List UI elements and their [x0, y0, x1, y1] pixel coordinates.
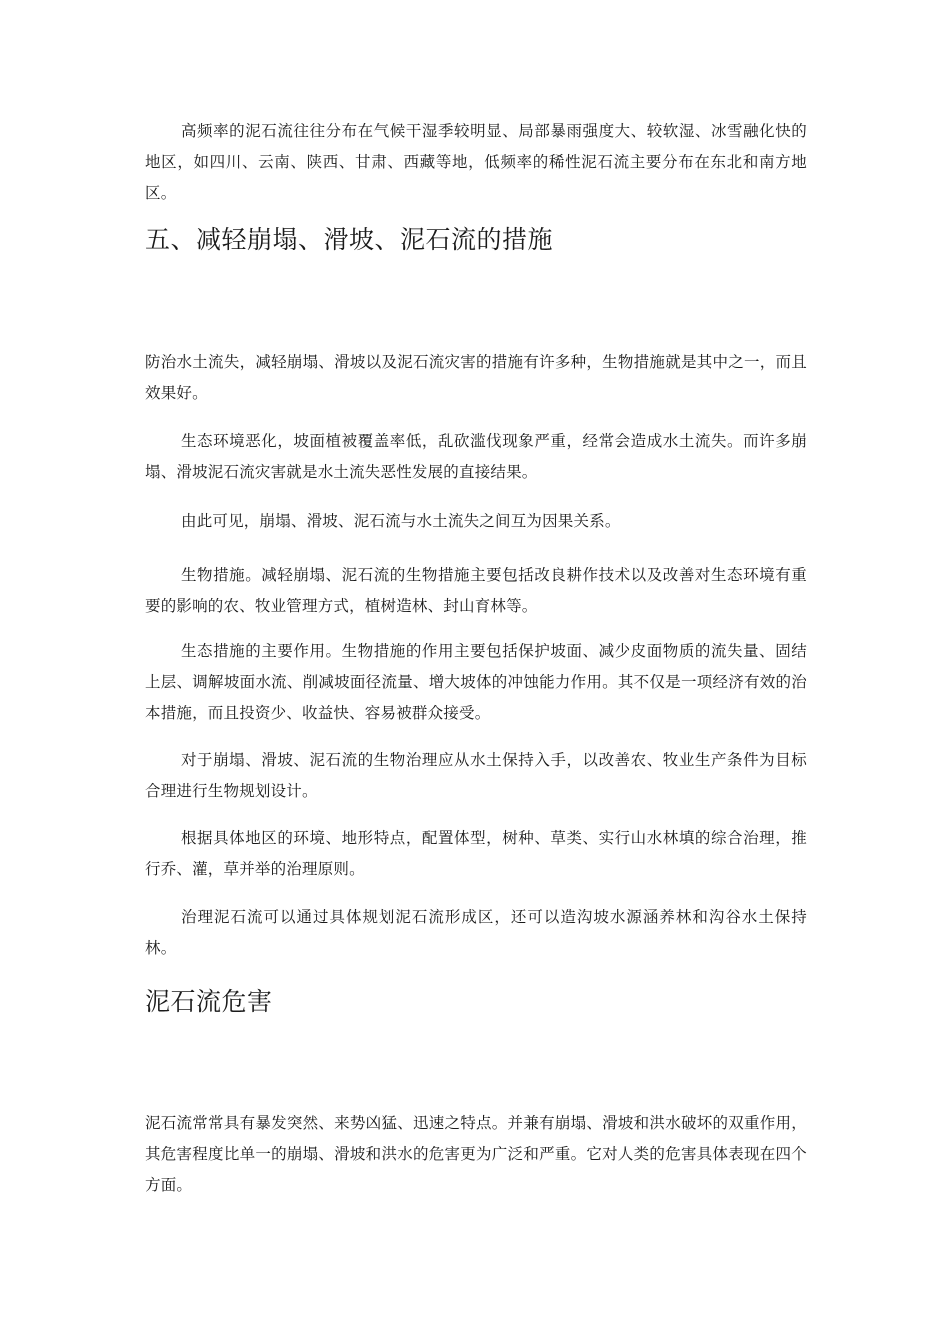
paragraph-6: 对于崩塌、滑坡、泥石流的生物治理应从水土保持入手，以改善农、牧业生产条件为目标合理进行生物规划设计。 [145, 751, 807, 800]
paragraph-9: 泥石流常常具有暴发突然、来势凶猛、迅速之特点。并兼有崩塌、滑坡和洪水破坏的双重作用，其危害程度比单一的崩塌、滑坡和洪水的危害更为广泛和严重。它对人类的危害具体表现在四个方面。 [145, 1114, 807, 1194]
paragraph-1: 防治水土流失，减轻崩塌、滑坡以及泥石流灾害的措施有许多种，生物措施就是其中之一，而且效果好。 [145, 353, 807, 402]
paragraph-2: 生态环境恶化，坡面植被覆盖率低，乱砍滥伐现象严重，经常会造成水土流失。而许多崩塌、滑坡泥石流灾害就是水土流失恶性发展的直接结果。 [145, 432, 807, 481]
section-heading-measures: 五、减轻崩塌、滑坡、泥石流的措施 [145, 225, 554, 254]
paragraph-intro: 高频率的泥石流往往分布在气候干湿季较明显、局部暴雨强度大、较软湿、冰雪融化快的地区，如四川、云南、陕西、甘肃、西藏等地，低频率的稀性泥石流主要分布在东北和南方地区。 [145, 122, 807, 202]
paragraph-7: 根据具体地区的环境、地形特点，配置体型，树种、草类、实行山水林填的综合治理，推行乔、灌，草并举的治理原则。 [145, 829, 807, 878]
section-heading-hazard: 泥石流危害 [145, 987, 273, 1016]
paragraph-8: 治理泥石流可以通过具体规划泥石流形成区，还可以造沟坡水源涵养林和沟谷水土保持林。 [145, 908, 807, 957]
paragraph-5: 生态措施的主要作用。生物措施的作用主要包括保护坡面、减少皮面物质的流失量、固结上层、调解坡面水流、削减坡面径流量、增大坡体的冲蚀能力作用。其不仅是一项经济有效的治本措施，而且投资少、收益快、容易被群众接受。 [145, 642, 807, 722]
paragraph-4: 生物措施。减轻崩塌、泥石流的生物措施主要包括改良耕作技术以及改善对生态环境有重要的影响的农、牧业管理方式，植树造林、封山育林等。 [145, 566, 807, 615]
paragraph-3: 由此可见，崩塌、滑坡、泥石流与水土流失之间互为因果关系。 [181, 512, 621, 530]
